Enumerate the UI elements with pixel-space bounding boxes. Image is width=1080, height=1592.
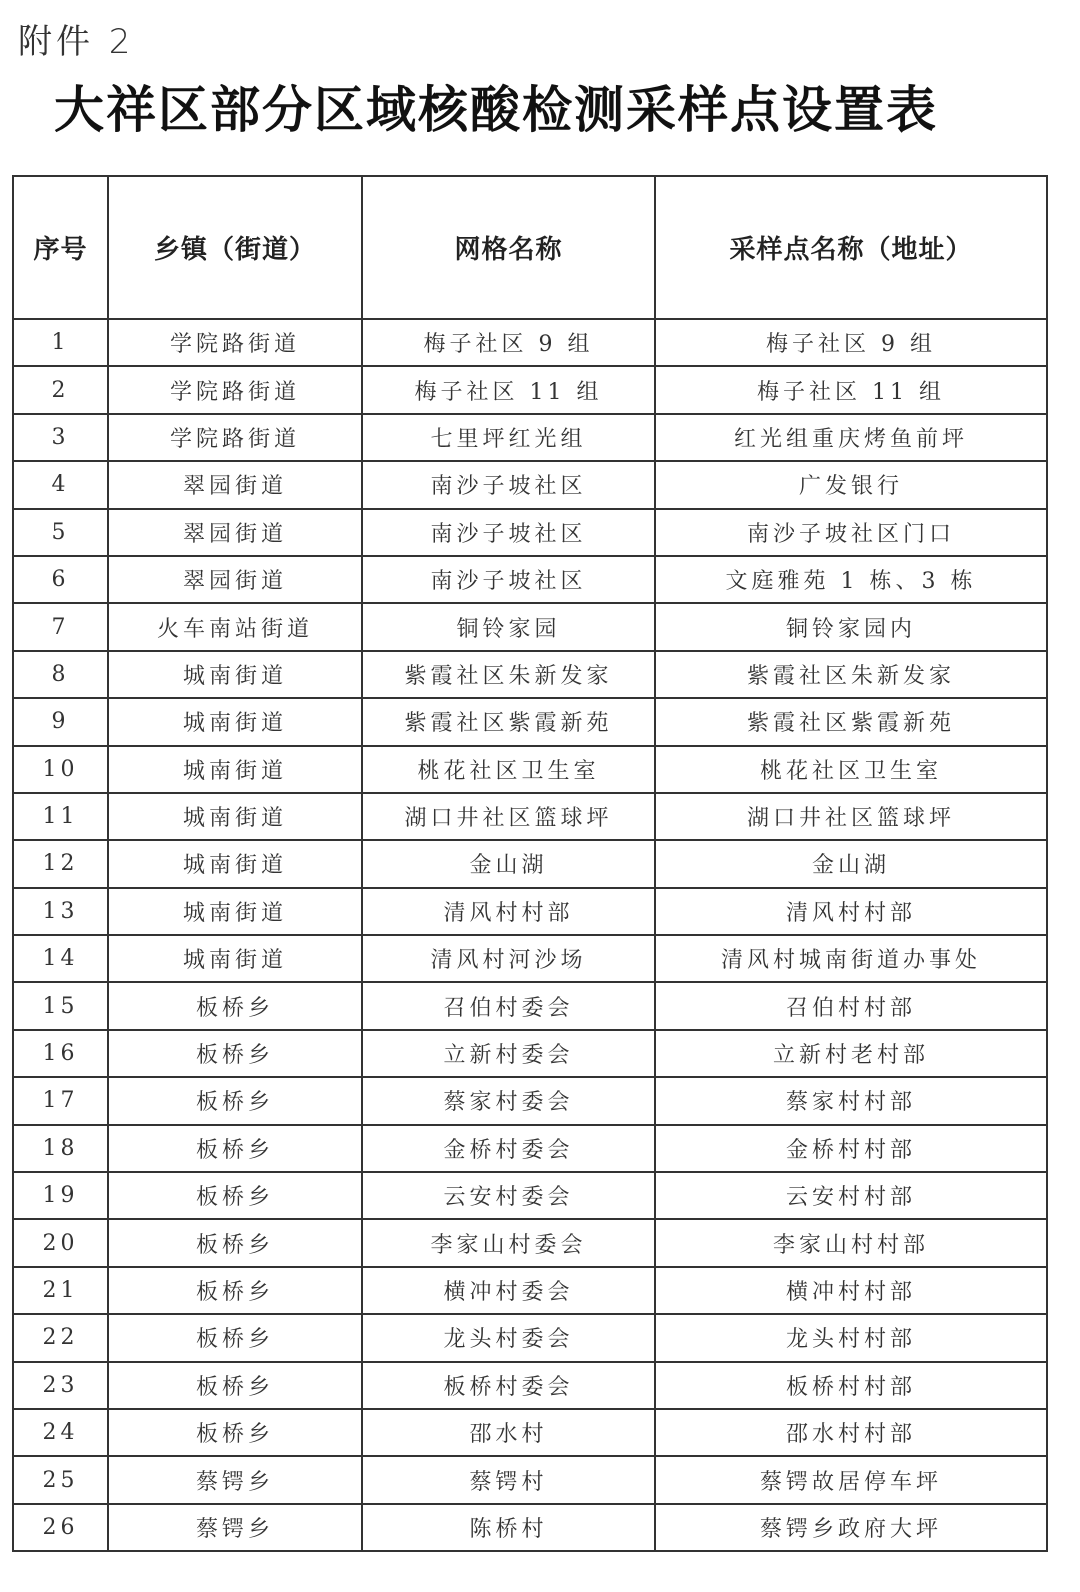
sampling-point-cell: 召伯村村部 <box>655 982 1047 1029</box>
table-row <box>13 793 1047 840</box>
table-row <box>13 935 1047 982</box>
township-cell: 城南街道 <box>108 935 362 982</box>
township-cell: 板桥乡 <box>108 1409 362 1456</box>
sampling-point-cell: 南沙子坡社区门口 <box>655 509 1047 556</box>
grid-name-cell: 金桥村委会 <box>362 1125 655 1172</box>
grid-name-cell: 蔡家村委会 <box>362 1077 655 1124</box>
table-row <box>13 1030 1047 1077</box>
sampling-point-cell: 文庭雅苑 1 栋、3 栋 <box>655 556 1047 603</box>
serial-number-cell: 14 <box>13 935 108 982</box>
sampling-point-cell: 蔡家村村部 <box>655 1077 1047 1124</box>
township-cell: 板桥乡 <box>108 1219 362 1266</box>
township-cell: 板桥乡 <box>108 1267 362 1314</box>
township-cell: 城南街道 <box>108 651 362 698</box>
township-cell: 板桥乡 <box>108 1077 362 1124</box>
serial-number-cell: 19 <box>13 1172 108 1219</box>
township-cell: 翠园街道 <box>108 509 362 556</box>
serial-number-cell: 21 <box>13 1267 108 1314</box>
attachment-label: 附件 2 <box>18 22 135 62</box>
serial-number-cell: 4 <box>13 461 108 508</box>
grid-name-cell: 铜铃家园 <box>362 603 655 650</box>
sampling-point-cell: 板桥村村部 <box>655 1362 1047 1409</box>
serial-number-cell: 11 <box>13 793 108 840</box>
table-row <box>13 746 1047 793</box>
table-row <box>13 556 1047 603</box>
sampling-point-cell: 蔡锷乡政府大坪 <box>655 1504 1047 1551</box>
table-row <box>13 1409 1047 1456</box>
serial-number-cell: 12 <box>13 840 108 887</box>
serial-number-cell: 5 <box>13 509 108 556</box>
table-row <box>13 319 1047 366</box>
table-header-row <box>13 176 1047 319</box>
grid-name-cell: 南沙子坡社区 <box>362 509 655 556</box>
grid-name-cell: 立新村委会 <box>362 1030 655 1077</box>
sampling-point-table <box>12 175 1048 1552</box>
sampling-point-cell: 红光组重庆烤鱼前坪 <box>655 414 1047 461</box>
table-row <box>13 509 1047 556</box>
serial-number-cell: 10 <box>13 746 108 793</box>
sampling-point-cell: 龙头村村部 <box>655 1314 1047 1361</box>
serial-number-cell: 13 <box>13 888 108 935</box>
table-row <box>13 840 1047 887</box>
township-cell: 翠园街道 <box>108 461 362 508</box>
sampling-point-cell: 桃花社区卫生室 <box>655 746 1047 793</box>
serial-number-cell: 2 <box>13 366 108 413</box>
table-body <box>13 319 1047 1551</box>
grid-name-cell: 南沙子坡社区 <box>362 556 655 603</box>
sampling-point-cell: 湖口井社区篮球坪 <box>655 793 1047 840</box>
table-row <box>13 888 1047 935</box>
table-row <box>13 1267 1047 1314</box>
table-row <box>13 1172 1047 1219</box>
table-row <box>13 698 1047 745</box>
serial-number-cell: 7 <box>13 603 108 650</box>
sampling-point-cell: 铜铃家园内 <box>655 603 1047 650</box>
township-cell: 蔡锷乡 <box>108 1456 362 1503</box>
table-row <box>13 982 1047 1029</box>
township-cell: 板桥乡 <box>108 982 362 1029</box>
grid-name-cell: 金山湖 <box>362 840 655 887</box>
grid-name-cell: 梅子社区 9 组 <box>362 319 655 366</box>
township-cell: 翠园街道 <box>108 556 362 603</box>
sampling-point-cell: 邵水村村部 <box>655 1409 1047 1456</box>
township-cell: 城南街道 <box>108 793 362 840</box>
header-sampling-point: 采样点名称（地址） <box>655 176 1047 319</box>
table-row <box>13 1504 1047 1551</box>
serial-number-cell: 16 <box>13 1030 108 1077</box>
table-row <box>13 1219 1047 1266</box>
grid-name-cell: 湖口井社区篮球坪 <box>362 793 655 840</box>
table-row <box>13 1314 1047 1361</box>
sampling-point-cell: 金桥村村部 <box>655 1125 1047 1172</box>
grid-name-cell: 板桥村委会 <box>362 1362 655 1409</box>
township-cell: 板桥乡 <box>108 1172 362 1219</box>
grid-name-cell: 南沙子坡社区 <box>362 461 655 508</box>
grid-name-cell: 召伯村委会 <box>362 982 655 1029</box>
serial-number-cell: 8 <box>13 651 108 698</box>
serial-number-cell: 15 <box>13 982 108 1029</box>
grid-name-cell: 紫霞社区朱新发家 <box>362 651 655 698</box>
table-row <box>13 414 1047 461</box>
serial-number-cell: 1 <box>13 319 108 366</box>
serial-number-cell: 26 <box>13 1504 108 1551</box>
table-row <box>13 1125 1047 1172</box>
serial-number-cell: 9 <box>13 698 108 745</box>
table-row <box>13 1077 1047 1124</box>
sampling-point-cell: 横冲村村部 <box>655 1267 1047 1314</box>
township-cell: 火车南站街道 <box>108 603 362 650</box>
grid-name-cell: 紫霞社区紫霞新苑 <box>362 698 655 745</box>
township-cell: 板桥乡 <box>108 1362 362 1409</box>
serial-number-cell: 3 <box>13 414 108 461</box>
serial-number-cell: 23 <box>13 1362 108 1409</box>
sampling-point-cell: 梅子社区 11 组 <box>655 366 1047 413</box>
township-cell: 板桥乡 <box>108 1030 362 1077</box>
serial-number-cell: 17 <box>13 1077 108 1124</box>
header-grid-name: 网格名称 <box>362 176 655 319</box>
township-cell: 蔡锷乡 <box>108 1504 362 1551</box>
sampling-point-cell: 清风村村部 <box>655 888 1047 935</box>
header-serial-number: 序号 <box>13 176 108 319</box>
township-cell: 学院路街道 <box>108 319 362 366</box>
township-cell: 城南街道 <box>108 698 362 745</box>
township-cell: 学院路街道 <box>108 414 362 461</box>
grid-name-cell: 七里坪红光组 <box>362 414 655 461</box>
township-cell: 学院路街道 <box>108 366 362 413</box>
grid-name-cell: 蔡锷村 <box>362 1456 655 1503</box>
sampling-point-cell: 立新村老村部 <box>655 1030 1047 1077</box>
sampling-point-cell: 李家山村村部 <box>655 1219 1047 1266</box>
grid-name-cell: 龙头村委会 <box>362 1314 655 1361</box>
grid-name-cell: 陈桥村 <box>362 1504 655 1551</box>
serial-number-cell: 24 <box>13 1409 108 1456</box>
header-township: 乡镇（街道） <box>108 176 362 319</box>
serial-number-cell: 20 <box>13 1219 108 1266</box>
township-cell: 城南街道 <box>108 888 362 935</box>
table-row <box>13 1456 1047 1503</box>
serial-number-cell: 18 <box>13 1125 108 1172</box>
grid-name-cell: 桃花社区卫生室 <box>362 746 655 793</box>
table-row <box>13 366 1047 413</box>
sampling-point-cell: 紫霞社区朱新发家 <box>655 651 1047 698</box>
sampling-point-cell: 金山湖 <box>655 840 1047 887</box>
serial-number-cell: 25 <box>13 1456 108 1503</box>
township-cell: 板桥乡 <box>108 1314 362 1361</box>
document-title: 大祥区部分区域核酸检测采样点设置表 <box>54 81 938 139</box>
table-row <box>13 651 1047 698</box>
township-cell: 城南街道 <box>108 840 362 887</box>
grid-name-cell: 李家山村委会 <box>362 1219 655 1266</box>
sampling-point-cell: 蔡锷故居停车坪 <box>655 1456 1047 1503</box>
sampling-point-cell: 广发银行 <box>655 461 1047 508</box>
serial-number-cell: 22 <box>13 1314 108 1361</box>
table-row <box>13 603 1047 650</box>
sampling-point-cell: 云安村村部 <box>655 1172 1047 1219</box>
sampling-point-cell: 清风村城南街道办事处 <box>655 935 1047 982</box>
serial-number-cell: 6 <box>13 556 108 603</box>
sampling-point-cell: 梅子社区 9 组 <box>655 319 1047 366</box>
table-row <box>13 1362 1047 1409</box>
sampling-point-cell: 紫霞社区紫霞新苑 <box>655 698 1047 745</box>
grid-name-cell: 邵水村 <box>362 1409 655 1456</box>
township-cell: 板桥乡 <box>108 1125 362 1172</box>
grid-name-cell: 梅子社区 11 组 <box>362 366 655 413</box>
grid-name-cell: 云安村委会 <box>362 1172 655 1219</box>
grid-name-cell: 清风村村部 <box>362 888 655 935</box>
grid-name-cell: 清风村河沙场 <box>362 935 655 982</box>
table-row <box>13 461 1047 508</box>
township-cell: 城南街道 <box>108 746 362 793</box>
grid-name-cell: 横冲村委会 <box>362 1267 655 1314</box>
